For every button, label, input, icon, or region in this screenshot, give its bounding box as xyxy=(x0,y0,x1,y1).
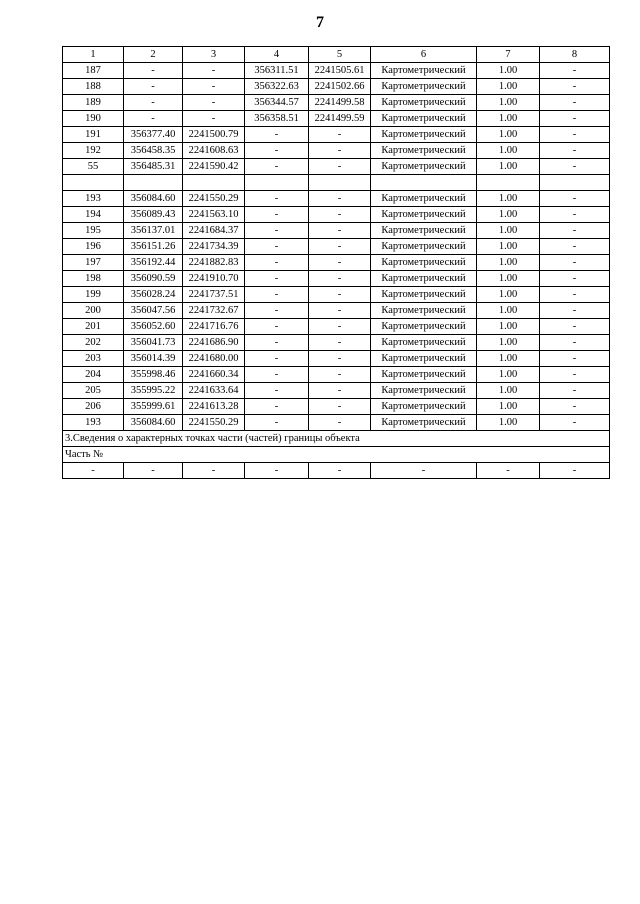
table-cell: 1.00 xyxy=(477,63,540,79)
table-cell: - xyxy=(540,287,610,303)
table-row xyxy=(63,175,610,191)
table-cell: 1.00 xyxy=(477,271,540,287)
table-cell: - xyxy=(309,335,371,351)
table-cell: 2241499.58 xyxy=(309,95,371,111)
table-cell: 1.00 xyxy=(477,223,540,239)
table-cell: - xyxy=(540,271,610,287)
table-cell: 356311.51 xyxy=(245,63,309,79)
table-row xyxy=(63,191,610,207)
table-cell: 205 xyxy=(63,383,124,399)
table-cell: Картометрический xyxy=(371,143,477,159)
header-row xyxy=(63,47,610,63)
table-cell: - xyxy=(124,111,183,127)
page-number: 7 xyxy=(316,14,324,31)
table-cell: 356151.26 xyxy=(124,239,183,255)
table-cell: - xyxy=(124,95,183,111)
table-cell: - xyxy=(309,463,371,479)
table-cell: 2241882.83 xyxy=(183,255,245,271)
table-cell: Картометрический xyxy=(371,111,477,127)
table-cell: 356084.60 xyxy=(124,191,183,207)
table-cell: 356014.39 xyxy=(124,351,183,367)
table-cell: Картометрический xyxy=(371,271,477,287)
table-cell: 356192.44 xyxy=(124,255,183,271)
table-row xyxy=(63,223,610,239)
table-row xyxy=(63,367,610,383)
table-cell: - xyxy=(540,255,610,271)
table-cell: - xyxy=(245,159,309,175)
table-cell: 356458.35 xyxy=(124,143,183,159)
table-cell: 2241550.29 xyxy=(183,415,245,431)
table-cell: - xyxy=(183,111,245,127)
table-cell: - xyxy=(183,95,245,111)
table-cell: - xyxy=(309,415,371,431)
table-cell: 1.00 xyxy=(477,159,540,175)
table-cell: 356358.51 xyxy=(245,111,309,127)
table-cell: Картометрический xyxy=(371,127,477,143)
table-cell: - xyxy=(309,255,371,271)
table-cell: Картометрический xyxy=(371,159,477,175)
table-cell: 2241660.34 xyxy=(183,367,245,383)
table-cell: - xyxy=(245,287,309,303)
table-cell: Картометрический xyxy=(371,191,477,207)
table-cell: 2241716.76 xyxy=(183,319,245,335)
table-cell: 356090.59 xyxy=(124,271,183,287)
table-cell: 203 xyxy=(63,351,124,367)
table-cell: - xyxy=(309,319,371,335)
table-cell: - xyxy=(540,79,610,95)
table-cell: Картометрический xyxy=(371,383,477,399)
table-cell: - xyxy=(245,191,309,207)
table-cell: 2241686.90 xyxy=(183,335,245,351)
table-cell: 2241563.10 xyxy=(183,207,245,223)
table-cell: - xyxy=(245,255,309,271)
table-cell: - xyxy=(540,335,610,351)
table-cell: 1.00 xyxy=(477,255,540,271)
table-cell: 198 xyxy=(63,271,124,287)
table-cell: 1.00 xyxy=(477,239,540,255)
table-row xyxy=(63,399,610,415)
final-row xyxy=(63,463,610,479)
table-cell: - xyxy=(371,463,477,479)
table-cell: - xyxy=(245,383,309,399)
table-cell: 356084.60 xyxy=(124,415,183,431)
table-cell: 189 xyxy=(63,95,124,111)
table-cell: 1.00 xyxy=(477,367,540,383)
table-row xyxy=(63,255,610,271)
table-cell: Картометрический xyxy=(371,335,477,351)
table-cell: 356052.60 xyxy=(124,319,183,335)
table-cell: 2241550.29 xyxy=(183,191,245,207)
table-cell: 355998.46 xyxy=(124,367,183,383)
table-cell xyxy=(245,175,309,191)
table-row xyxy=(63,271,610,287)
table-cell: Картометрический xyxy=(371,415,477,431)
section3-title-row xyxy=(63,431,610,447)
table-cell: 2241608.63 xyxy=(183,143,245,159)
table-row xyxy=(63,335,610,351)
table-cell: - xyxy=(309,191,371,207)
header-cell: 5 xyxy=(309,47,371,63)
table-cell: - xyxy=(245,399,309,415)
table-cell: 193 xyxy=(63,191,124,207)
header-cell: 6 xyxy=(371,47,477,63)
table-cell: - xyxy=(540,415,610,431)
table-cell: Картометрический xyxy=(371,223,477,239)
table-row xyxy=(63,383,610,399)
table-row xyxy=(63,127,610,143)
table-cell: 190 xyxy=(63,111,124,127)
table-cell: 1.00 xyxy=(477,95,540,111)
table-cell: 202 xyxy=(63,335,124,351)
table-cell: - xyxy=(309,223,371,239)
table-cell: - xyxy=(540,207,610,223)
table-cell xyxy=(477,175,540,191)
table-cell: - xyxy=(540,143,610,159)
table-cell: - xyxy=(309,383,371,399)
table-cell: - xyxy=(245,271,309,287)
table-cell: 1.00 xyxy=(477,111,540,127)
table-cell: 356485.31 xyxy=(124,159,183,175)
part-label: Часть № xyxy=(63,447,610,463)
table-cell: - xyxy=(245,463,309,479)
table-row xyxy=(63,319,610,335)
table-cell: 195 xyxy=(63,223,124,239)
table-cell: 194 xyxy=(63,207,124,223)
table-cell: 1.00 xyxy=(477,303,540,319)
table-cell: - xyxy=(477,463,540,479)
table-cell: 1.00 xyxy=(477,399,540,415)
table-cell: - xyxy=(540,351,610,367)
table-cell: - xyxy=(245,367,309,383)
table-row xyxy=(63,351,610,367)
table-cell: 1.00 xyxy=(477,287,540,303)
table-cell: 356137.01 xyxy=(124,223,183,239)
table-cell: - xyxy=(309,271,371,287)
table-cell: 2241613.28 xyxy=(183,399,245,415)
table-cell: - xyxy=(245,415,309,431)
table-row xyxy=(63,239,610,255)
header-cell: 4 xyxy=(245,47,309,63)
header-cell: 7 xyxy=(477,47,540,63)
table-cell: 356322.63 xyxy=(245,79,309,95)
table-row xyxy=(63,287,610,303)
table-cell: 2241737.51 xyxy=(183,287,245,303)
table-cell: - xyxy=(309,143,371,159)
table-cell: 193 xyxy=(63,415,124,431)
table-cell: 1.00 xyxy=(477,415,540,431)
table-cell xyxy=(371,175,477,191)
table-cell: 1.00 xyxy=(477,319,540,335)
table-cell: - xyxy=(245,335,309,351)
table-cell xyxy=(183,175,245,191)
table-cell: - xyxy=(183,63,245,79)
table-cell: Картометрический xyxy=(371,351,477,367)
table-cell: Картометрический xyxy=(371,79,477,95)
table-cell: 356377.40 xyxy=(124,127,183,143)
table-cell: - xyxy=(124,63,183,79)
table-cell: Картометрический xyxy=(371,239,477,255)
table-cell: Картометрический xyxy=(371,63,477,79)
table-cell: - xyxy=(245,143,309,159)
part-label-row xyxy=(63,447,610,463)
table-cell xyxy=(540,175,610,191)
table-cell: 2241732.67 xyxy=(183,303,245,319)
table-cell: 200 xyxy=(63,303,124,319)
table-cell: - xyxy=(540,223,610,239)
table-cell: - xyxy=(309,127,371,143)
table-cell: 356041.73 xyxy=(124,335,183,351)
table-cell: - xyxy=(540,95,610,111)
table-cell: - xyxy=(540,367,610,383)
table-cell: - xyxy=(309,239,371,255)
table-row xyxy=(63,207,610,223)
table-cell: - xyxy=(309,159,371,175)
table-cell: 356344.57 xyxy=(245,95,309,111)
table-cell: 1.00 xyxy=(477,191,540,207)
table-cell: - xyxy=(309,207,371,223)
table-cell xyxy=(124,175,183,191)
table-cell: - xyxy=(245,127,309,143)
coordinates-table xyxy=(62,46,610,479)
table-cell: 1.00 xyxy=(477,79,540,95)
table-row xyxy=(63,159,610,175)
table-cell: Картометрический xyxy=(371,255,477,271)
table-cell: - xyxy=(124,79,183,95)
table-cell: 356089.43 xyxy=(124,207,183,223)
table-body xyxy=(63,47,610,431)
section3-title: 3.Сведения о характерных точках части (частей) границы объекта xyxy=(63,431,610,447)
table-cell: 188 xyxy=(63,79,124,95)
table-cell: 355995.22 xyxy=(124,383,183,399)
table-cell: Картометрический xyxy=(371,95,477,111)
table-cell: Картометрический xyxy=(371,367,477,383)
table-row xyxy=(63,303,610,319)
table-cell: 2241734.39 xyxy=(183,239,245,255)
table-cell: 187 xyxy=(63,63,124,79)
table-cell: 2241680.00 xyxy=(183,351,245,367)
table-cell: 1.00 xyxy=(477,351,540,367)
table-cell: 356047.56 xyxy=(124,303,183,319)
table-cell: 192 xyxy=(63,143,124,159)
table-cell xyxy=(309,175,371,191)
table-cell: Картометрический xyxy=(371,207,477,223)
table-cell: 191 xyxy=(63,127,124,143)
table-cell xyxy=(63,175,124,191)
table-row xyxy=(63,143,610,159)
table-cell: - xyxy=(540,303,610,319)
table-cell: - xyxy=(540,239,610,255)
table-cell: - xyxy=(309,303,371,319)
table-cell: 199 xyxy=(63,287,124,303)
table-row xyxy=(63,111,610,127)
table-cell: 1.00 xyxy=(477,143,540,159)
table-cell: - xyxy=(309,367,371,383)
table-cell: 1.00 xyxy=(477,207,540,223)
table-cell: 2241910.70 xyxy=(183,271,245,287)
table-cell: - xyxy=(540,319,610,335)
table-cell: 206 xyxy=(63,399,124,415)
table-cell: - xyxy=(540,191,610,207)
table-cell: 356028.24 xyxy=(124,287,183,303)
table-cell: 196 xyxy=(63,239,124,255)
table-cell: 1.00 xyxy=(477,335,540,351)
table-cell: 197 xyxy=(63,255,124,271)
header-cell: 8 xyxy=(540,47,610,63)
table-cell: - xyxy=(540,463,610,479)
table-cell: - xyxy=(245,303,309,319)
table-cell: - xyxy=(540,399,610,415)
table-cell: 55 xyxy=(63,159,124,175)
table-row xyxy=(63,415,610,431)
table-cell: - xyxy=(309,399,371,415)
table-cell: - xyxy=(540,63,610,79)
table-cell: 355999.61 xyxy=(124,399,183,415)
table-cell: Картометрический xyxy=(371,399,477,415)
table-cell: 2241505.61 xyxy=(309,63,371,79)
table-cell: - xyxy=(245,319,309,335)
table-cell: - xyxy=(183,463,245,479)
table-row xyxy=(63,79,610,95)
table-cell: - xyxy=(309,351,371,367)
table-cell: - xyxy=(63,463,124,479)
table-row xyxy=(63,95,610,111)
table-cell: Картометрический xyxy=(371,303,477,319)
header-cell: 1 xyxy=(63,47,124,63)
table-cell: - xyxy=(540,111,610,127)
table-cell: - xyxy=(183,79,245,95)
table-cell: - xyxy=(245,239,309,255)
table-cell: Картометрический xyxy=(371,287,477,303)
section3-body xyxy=(63,431,610,479)
table-cell: - xyxy=(124,463,183,479)
table-cell: 1.00 xyxy=(477,383,540,399)
table-cell: - xyxy=(540,383,610,399)
table-cell: 2241500.79 xyxy=(183,127,245,143)
table-cell: 2241633.64 xyxy=(183,383,245,399)
table-cell: 2241499.59 xyxy=(309,111,371,127)
table-cell: - xyxy=(245,207,309,223)
table-cell: 2241590.42 xyxy=(183,159,245,175)
table-cell: Картометрический xyxy=(371,319,477,335)
table-cell: 2241502.66 xyxy=(309,79,371,95)
table-cell: 1.00 xyxy=(477,127,540,143)
table-row xyxy=(63,63,610,79)
header-cell: 3 xyxy=(183,47,245,63)
table-cell: - xyxy=(540,159,610,175)
table-cell: - xyxy=(245,351,309,367)
table-cell: - xyxy=(540,127,610,143)
table-cell: - xyxy=(245,223,309,239)
table-cell: 201 xyxy=(63,319,124,335)
table-cell: 204 xyxy=(63,367,124,383)
table-cell: 2241684.37 xyxy=(183,223,245,239)
header-cell: 2 xyxy=(124,47,183,63)
table-cell: - xyxy=(309,287,371,303)
